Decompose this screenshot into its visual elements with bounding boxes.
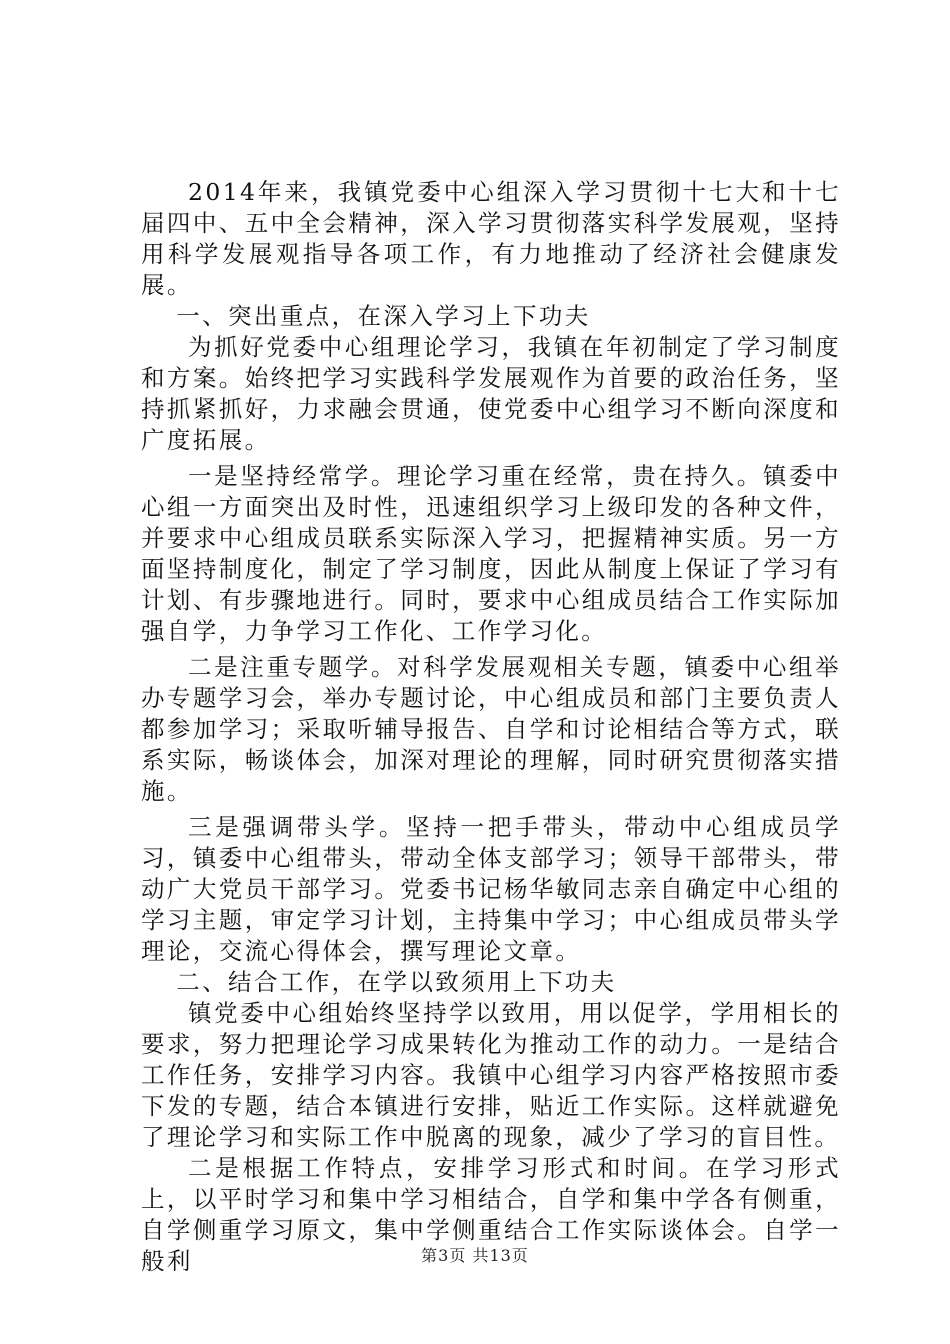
- page-footer: 第3页 共13页: [421, 1246, 529, 1265]
- document-body: [141, 177, 841, 1277]
- section-heading-1: 一、突出重点，在深入学习上下功夫: [176, 302, 591, 330]
- paragraph-section2-point: 二是根据工作特点，安排学习形式和时间。在学习形式上，以平时学习和集中学习相结合，自学和集中学各有侧重，自学侧重学习原文，集中学侧重结合工作实际谈体会。自学一般利: [141, 1154, 841, 1275]
- section-heading-2: 二、结合工作，在学以致须用上下功夫: [176, 968, 617, 996]
- paragraph-intro: 2014年来，我镇党委中心组深入学习贯彻十七大和十七届四中、五中全会精神，深入学习贯彻落实科学发展观，坚持用科学发展观指导各项工作，有力地推动了经济社会健康发展。: [141, 178, 841, 299]
- paragraph-point-1: 一是坚持经常学。理论学习重在经常，贵在持久。镇委中心组一方面突出及时性，迅速组织学习上级印发的各种文件，并要求中心组成员联系实际深入学习，把握精神实质。另一方面坚持制度化，制定了学习制度，因此从制度上保证了学习有计划、有步骤地进行。同时，要求中心组成员结合工作实际加强自学，力争学习工作化、工作学习化。: [141, 462, 841, 645]
- paragraph-point-2: 二是注重专题学。对科学发展观相关专题，镇委中心组举办专题学习会，举办专题讨论，中心组成员和部门主要负责人都参加学习；采取听辅导报告、自学和讨论相结合等方式，联系实际，畅谈体会，加深对理论的理解，同时研究贯彻落实措施。: [141, 653, 841, 805]
- paragraph-section2-intro: 镇党委中心组始终坚持学以致用，用以促学，学用相长的要求，努力把理论学习成果转化为推动工作的动力。一是结合工作任务，安排学习内容。我镇中心组学习内容严格按照市委下发的专题，结合本镇进行安排，贴近工作实际。这样就避免了理论学习和实际工作中脱离的现象，减少了学习的盲目性。: [141, 999, 841, 1151]
- paragraph-section1-intro: 为抓好党委中心组理论学习，我镇在年初制定了学习制度和方案。始终把学习实践科学发展观作为首要的政治任务，坚持抓紧抓好，力求融会贯通，使党委中心组学习不断向深度和广度拓展。: [141, 333, 841, 454]
- paragraph-point-3: 三是强调带头学。坚持一把手带头，带动中心组成员学习，镇委中心组带头，带动全体支部学习；领导干部带头，带动广大党员干部学习。党委书记杨华敏同志亲自确定中心组的学习主题，审定学习计划，主持集中学习；中心组成员带头学理论，交流心得体会，撰写理论文章。: [141, 813, 841, 965]
